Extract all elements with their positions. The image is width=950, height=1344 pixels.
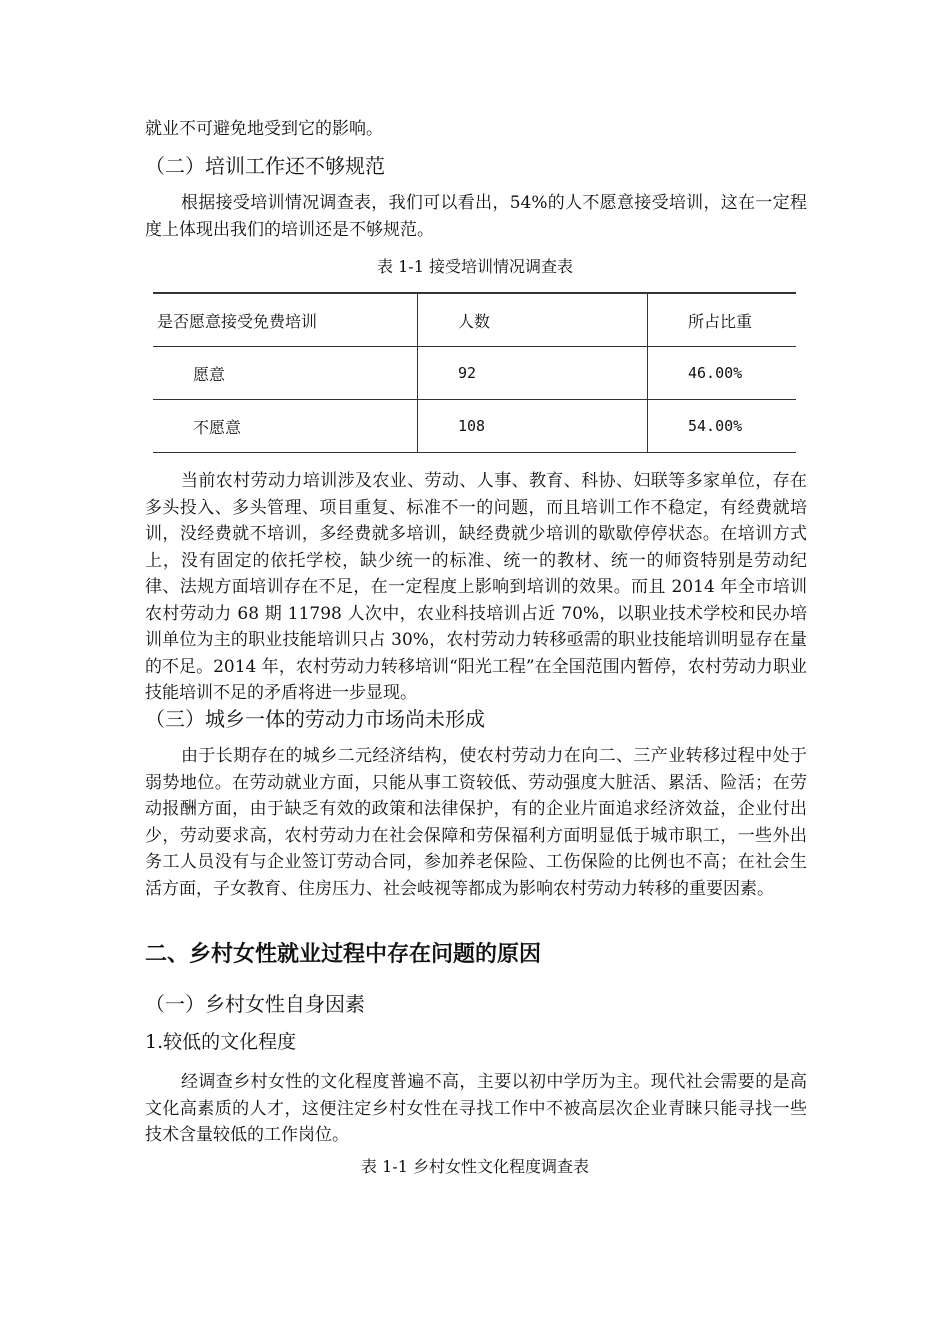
paragraph-education: 经调查乡村女性的文化程度普遍不高，主要以初中学历为主。现代社会需要的是高文化高素质的人才，这便注定乡村女性在寻找工作中不被高层次企业青睐只能寻找一些技术含量较低的工作岗位。 <box>145 1072 807 1145</box>
table-caption-training: 表 1-1 接受培训情况调查表 <box>377 257 573 276</box>
header-count: 人数 <box>418 293 648 347</box>
paragraph-labor-market: 由于长期存在的城乡二元经济结构，使农村劳动力在向二、三产业转移过程中处于弱势地位。在劳动就业方面，只能从事工资较低、劳动强度大脏活、累活、险活；在劳动报酬方面，由于缺乏有效的政策和法律保护，有的企业片面追求经济效益，企业付出少，劳动要求高，农村劳动力在社会保障和劳保福利方面明显低于城市职工，一些外出务工人员没有与企业签订劳动合同，参加养老保险、工伤保险的比例也不高；在社会生活方面，子女教育、住房压力、社会岐视等都成为影响农村劳动力转移的重要因素。 <box>145 746 807 899</box>
cell-count: 108 <box>418 400 648 453</box>
table-row <box>153 347 796 400</box>
cell-option: 不愿意 <box>153 400 418 453</box>
header-willing: 是否愿意接受免费培训 <box>153 293 418 347</box>
section-heading-training: （二）培训工作还不够规范 <box>145 154 385 178</box>
paragraph-training-intro: 根据接受培训情况调查表，我们可以看出，54%的人不愿意接受培训，这在一定程度上体现出我们的培训还是不够规范。 <box>145 193 807 240</box>
section-heading-labor-market: （三）城乡一体的劳动力市场尚未形成 <box>145 707 485 731</box>
cell-count: 92 <box>418 347 648 400</box>
cell-option: 愿意 <box>153 347 418 400</box>
subsubsection-heading-education: 1.较低的文化程度 <box>145 1031 297 1053</box>
cell-ratio: 54.00% <box>648 400 797 453</box>
paragraph-continuation: 就业不可避免地受到它的影响。 <box>145 119 383 139</box>
header-ratio: 所占比重 <box>648 293 797 347</box>
chapter-heading-causes: 二、乡村女性就业过程中存在问题的原因 <box>145 942 542 967</box>
paragraph-training-issues: 当前农村劳动力培训涉及农业、劳动、人事、教育、科协、妇联等多家单位，存在多头投入、多头管理、项目重复、标准不一的问题，而且培训工作不稳定，有经费就培训，没经费就不培训，多经费就多培训，缺经费就少培训的歇歇停停状态。在培训方式上，没有固定的依托学校，缺少统一的标准、统一的教材、统一的师资特别是劳动纪律、法规方面培训存在不足，在一定程度上影响到培训的效果。而且 2014 年全市培训农村劳动力 68 期 11798 人次中，农业科技培训占近 70%，以职业技术学校和民办培训单位为主的职业技能培训只占 30%，农村劳动力转移亟需的职业技能培训明显存在量的不足。2014 年，农村劳动力转移培训“阳光工程”在全国范围内暂停，农村劳动力职业技能培训不足的矛盾将进一步显现。 <box>145 471 807 703</box>
table-caption-education: 表 1-1 乡村女性文化程度调查表 <box>361 1157 589 1176</box>
subsection-heading-own-factors: （一）乡村女性自身因素 <box>145 992 365 1016</box>
cell-ratio: 46.00% <box>648 347 797 400</box>
table-header-row <box>153 293 796 347</box>
table-row <box>153 400 796 453</box>
training-survey-table <box>153 292 796 453</box>
